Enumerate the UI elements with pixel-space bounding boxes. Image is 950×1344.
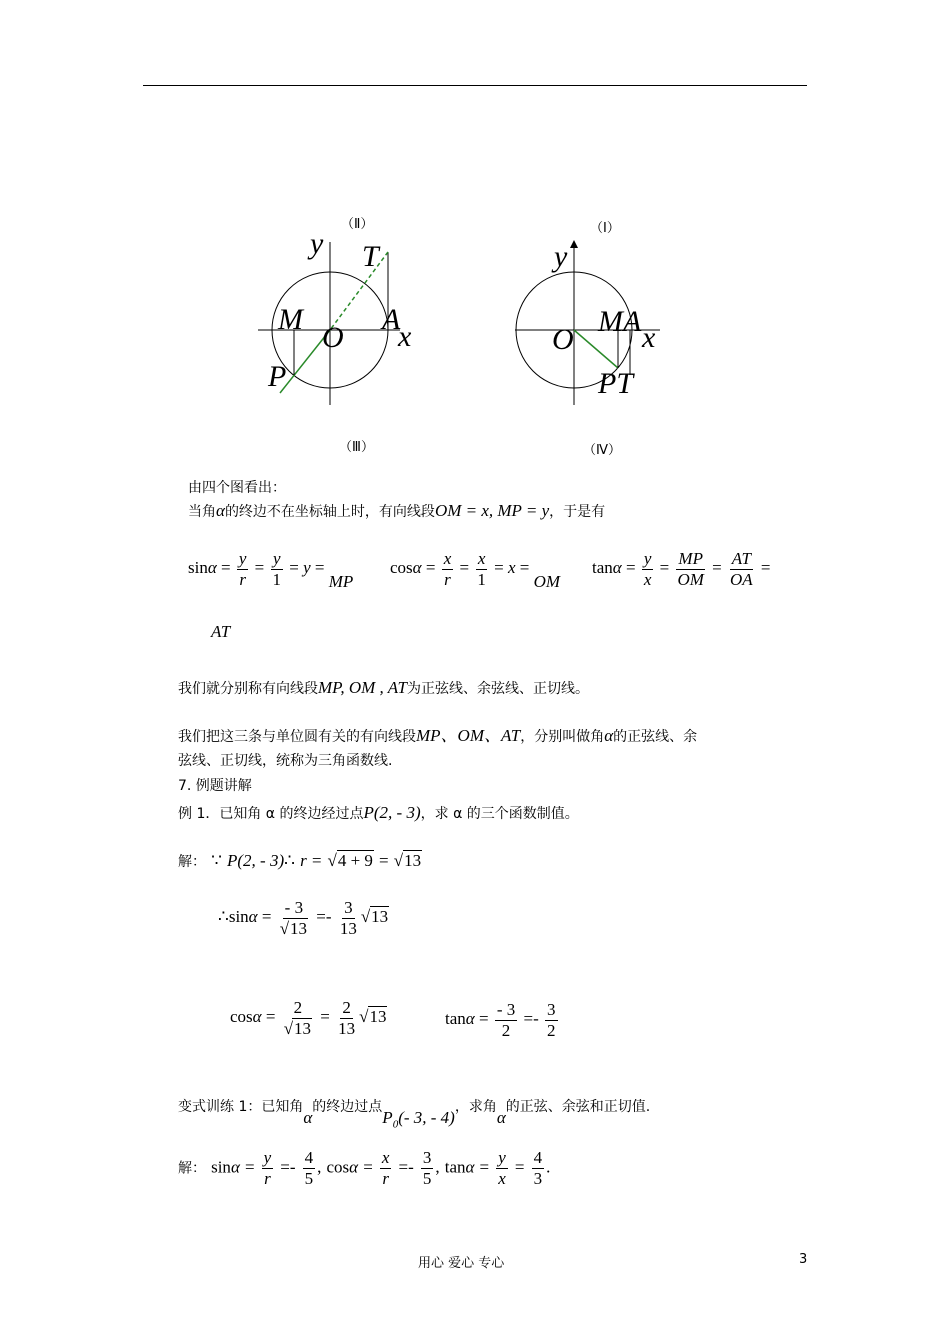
label-x-right: x [642,321,656,354]
footer-text: 用心 爱心 专心 [418,1256,505,1271]
text-line-2: 当角α的终边不在坐标轴上时，有向线段OM = x, MP = y，于是有 [188,501,606,520]
caption-i: （Ⅰ） [590,221,620,236]
label-y-left: y [310,227,324,260]
label-p-left: P [268,360,287,393]
label-o-right: O [552,323,574,356]
solution-sin: ∴sinα = $\frac{- 3}{√13}$ =- $\frac{3}{13}$ √13 [218,898,389,938]
label-m-left: M [278,303,303,336]
caption-iii: （Ⅲ） [339,440,374,455]
formula-cos: cosα = $\frac{x}{r}$ = $\frac{x}{1}$ = x = OM [390,549,561,591]
label-pt-right: PT [598,367,634,400]
solution-tan: tanα = $\frac{- 3}{2}$ =- $\frac{3}{2}$ [445,1000,556,1040]
page-number: 3 [799,1252,808,1267]
variant-solution: 解： sinα = $\frac{y}{r}$ =- $\frac{4}{5}$ , cosα = $\frac{x}{r}$ =- $\frac{3}{5}$ , tanα = $\frac{y}{x}$ = $\frac{4}{3}$ . [178,1148,551,1188]
text-line-3: 我们就分别称有向线段MP, OM , AT为正弦线、余弦线、正切线。 [178,678,589,697]
solution-line-1: 解： ∵ P(2, - 3)∴ r = √4 + 9 = √13 [178,851,422,870]
label-a-left: A [382,303,401,336]
text-line-4: 我们把这三条与单位圆有关的有向线段MP、OM、AT，分别叫做角α的正弦线、余 [178,726,698,745]
label-y-right: y [554,240,568,273]
formula-at: AT [211,622,231,641]
formula-sin: sinα = $\frac{y}{r}$ = $\frac{y}{1}$ = y = MP [188,549,354,591]
section-title: 7. 例题讲解 [178,778,252,794]
example-1: 例 1．已知角 α 的终边经过点P(2, - 3)，求 α 的三个函数制值。 [178,803,579,822]
label-t-left: T [362,240,379,273]
variant-exercise: 变式训练 1：已知角α的终边过点$P_0(-$ 3, - 4)，求角α的正弦、余弦和正切值. [178,1099,651,1131]
label-o-left: O [322,321,344,354]
label-x-left: x [398,320,412,353]
text-line-1: 由四个图看出： [188,480,286,496]
solution-cos: cosα = $\frac{2}{√13}$ = $\frac{2}{13}$ √13 [230,998,387,1038]
caption-ii: （Ⅱ） [341,217,374,232]
extended-ray-left [330,252,388,330]
text-line-5: 弦线、正切线，统称为三角函数线. [178,753,393,769]
formula-tan: tanα = $\frac{y}{x}$ = $\frac{MP}{OM}$ = $\frac{AT}{OA}$ = [592,549,771,589]
header-rule [143,85,807,86]
label-ma-right: MA [598,305,642,338]
caption-iv: （Ⅳ） [583,443,621,458]
